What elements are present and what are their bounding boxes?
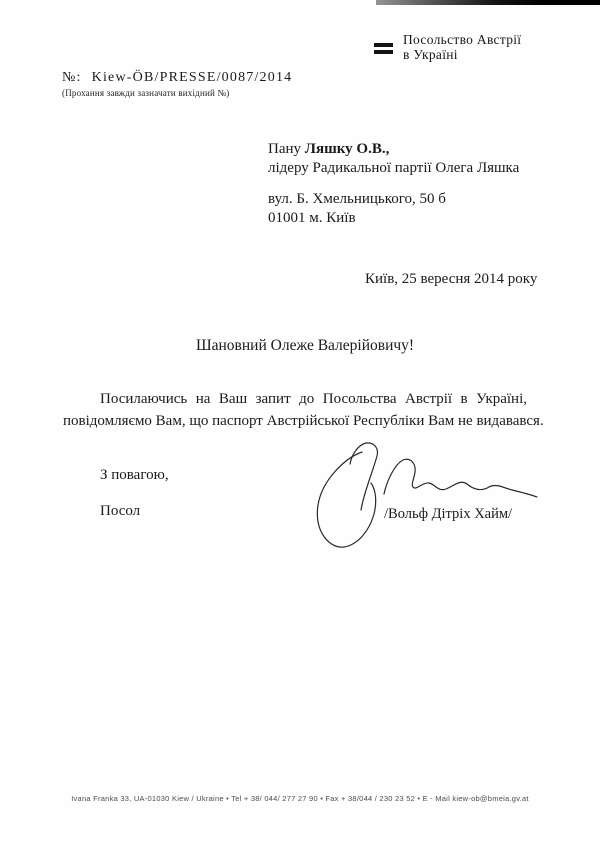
signature-name: /Вольф Дітріх Хайм/ xyxy=(384,506,513,522)
body-line-1: Посилаючись на Ваш запит до Посольства Австрії в Україні, xyxy=(100,391,527,407)
reference-block xyxy=(62,70,292,98)
footer-contact-line: Ivana Franka 33, UA-01030 Kiew / Ukraine • Tel + 38/ 044/ 277 27 90 • Fax + 38/044 / 230 23 52 • E - Mail kiew-ob@bmeia.gv.at xyxy=(71,794,529,803)
embassy-name-line2: в Україні xyxy=(403,47,458,62)
embassy-logo-text xyxy=(403,32,521,62)
reference-note: (Прохання завжди зазначати вихідний №) xyxy=(62,88,230,98)
reference-line xyxy=(62,70,292,86)
scan-artifact-bar xyxy=(376,0,600,5)
signature-handwriting-icon xyxy=(308,437,543,552)
embassy-logo-icon xyxy=(374,43,393,54)
date-line: Київ, 25 вересня 2014 року xyxy=(365,271,538,287)
sender-title: Посол xyxy=(100,503,141,519)
reference-label: №: xyxy=(62,70,82,85)
logo-bar-top xyxy=(374,43,393,47)
embassy-name-line1: Посольство Австрії xyxy=(403,32,522,47)
logo-bar-bottom xyxy=(374,50,393,54)
recipient-name-line xyxy=(268,140,519,159)
recipient-address-city: 01001 м. Київ xyxy=(268,210,356,226)
body-paragraph xyxy=(63,389,544,432)
body-line-2: повідомляємо Вам, що паспорт Австрійської Республіки Вам не видавався. xyxy=(63,412,544,429)
recipient-address-street: вул. Б. Хмельницького, 50 б xyxy=(268,191,446,207)
recipient-block xyxy=(268,140,519,228)
valediction: З повагою, xyxy=(100,467,169,483)
recipient-prefix: Пану xyxy=(268,141,302,157)
reference-number: Kiew-ÖB/PRESSE/0087/2014 xyxy=(91,70,293,85)
greeting-line: Шановний Олеже Валерійовичу! xyxy=(196,337,415,354)
recipient-name: Ляшку О.В., xyxy=(304,141,390,157)
recipient-role: лідеру Радикальної партії Олега Ляшка xyxy=(268,160,520,176)
